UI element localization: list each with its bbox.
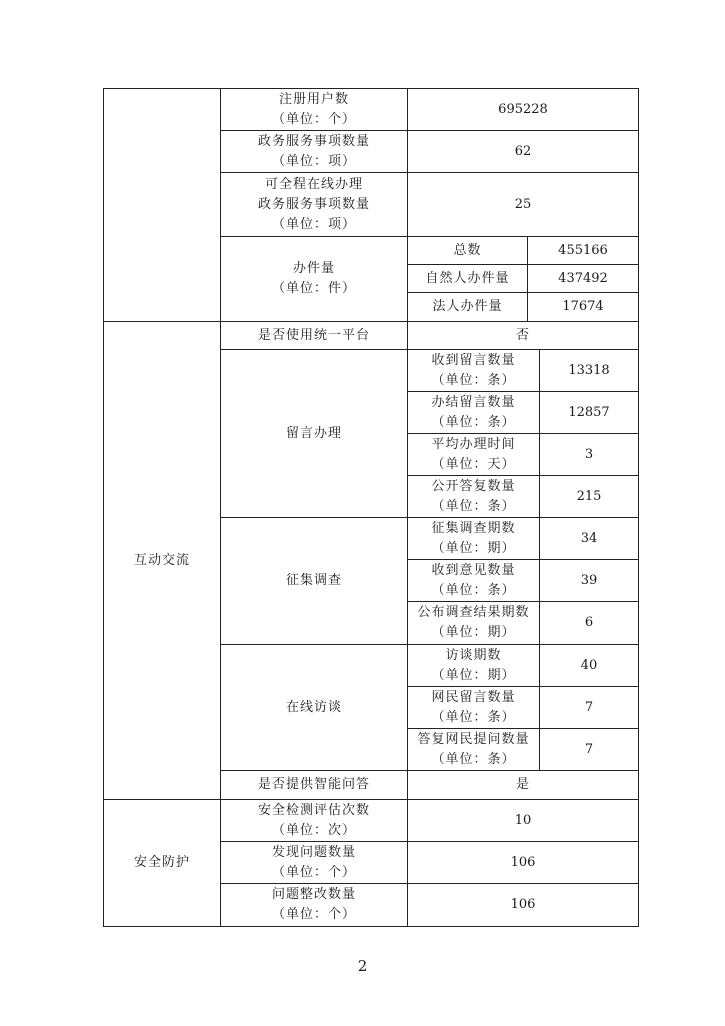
unit-text: （单位：天） xyxy=(431,456,516,472)
avg-time-value: 3 xyxy=(584,446,594,462)
received-msgs-value: 13318 xyxy=(568,362,610,378)
registered-users-value: 695228 xyxy=(498,101,548,117)
registered-users-label xyxy=(221,89,407,130)
handling-natural-value: 437492 xyxy=(558,270,608,286)
online-items-value: 25 xyxy=(514,196,532,212)
label-text: 问题整改数量 xyxy=(271,887,356,902)
label-text: 办件量 xyxy=(292,261,335,276)
received-msgs-label xyxy=(408,350,539,391)
unified-platform-value: 否 xyxy=(515,327,530,343)
issues-fixed-label xyxy=(221,884,407,926)
unit-text: （单位：条） xyxy=(431,751,516,767)
service-items-value: 62 xyxy=(514,143,532,159)
unit-text: （单位：期） xyxy=(431,540,516,556)
label-text: 平均办理时间 xyxy=(431,436,516,452)
issues-found-label xyxy=(221,842,407,883)
answers-value: 7 xyxy=(584,741,594,757)
label-text: 公开答复数量 xyxy=(431,478,516,494)
service-items-label xyxy=(221,131,407,172)
interview-label: 在线访谈 xyxy=(285,699,342,715)
unit-text: （单位：条） xyxy=(431,498,516,514)
unit-text: （单位：期） xyxy=(431,625,516,640)
label-text: 办结留言数量 xyxy=(431,394,516,410)
unit-text: （单位：条） xyxy=(431,372,516,388)
answers-label xyxy=(408,729,539,770)
opinions-label xyxy=(408,560,539,601)
smart-qa-label: 是否提供智能问答 xyxy=(257,777,370,792)
messages-label: 留言办理 xyxy=(285,425,342,441)
security-checks-label xyxy=(221,800,407,841)
survey-periods-value: 34 xyxy=(580,530,598,546)
table-rule xyxy=(103,926,639,927)
label-text: 政务服务事项数量 xyxy=(257,196,370,212)
handling-legal-label: 法人办件量 xyxy=(432,299,503,314)
public-replies-label xyxy=(408,476,539,517)
public-replies-value: 215 xyxy=(576,488,602,504)
unit-text: （单位：个） xyxy=(271,907,356,922)
label-text: 网民留言数量 xyxy=(431,689,516,705)
netizen-msgs-value: 7 xyxy=(584,699,594,715)
interview-periods-value: 40 xyxy=(580,657,598,673)
interview-periods-label xyxy=(408,645,539,686)
interaction-category: 互动交流 xyxy=(133,552,190,568)
handling-total-label: 总数 xyxy=(453,242,482,258)
unit-text: （单位：项） xyxy=(271,153,356,169)
label-text: 访谈期数 xyxy=(445,647,502,663)
avg-time-label xyxy=(408,434,539,475)
unit-text: （单位：项） xyxy=(271,216,356,232)
unit-text: （单位：个） xyxy=(271,864,356,880)
label-text: 答复网民提问数量 xyxy=(417,731,530,747)
label-text: 公布调查结果期数 xyxy=(417,605,530,620)
survey-label: 征集调查 xyxy=(285,573,342,588)
survey-results-value: 6 xyxy=(584,615,594,630)
label-text: 发现问题数量 xyxy=(271,844,356,860)
unit-text: （单位：个） xyxy=(271,111,356,127)
label-text: 收到意见数量 xyxy=(431,562,516,578)
smart-qa-value: 是 xyxy=(515,777,530,792)
unified-platform-label: 是否使用统一平台 xyxy=(257,327,370,343)
security-category: 安全防护 xyxy=(133,855,190,870)
security-checks-value: 10 xyxy=(514,812,532,828)
unit-text: （单位：条） xyxy=(431,414,516,430)
unit-text: （单位：件） xyxy=(271,281,356,296)
survey-results-label xyxy=(408,602,539,644)
resolved-msgs-value: 12857 xyxy=(568,404,610,420)
opinions-value: 39 xyxy=(580,572,598,588)
label-text: 安全检测评估次数 xyxy=(257,802,370,818)
page-number: 2 xyxy=(357,957,368,975)
table-rule xyxy=(638,88,639,927)
label-text: 政务服务事项数量 xyxy=(257,133,370,149)
unit-text: （单位：次） xyxy=(271,822,356,838)
handling-natural-label: 自然人办件量 xyxy=(425,270,510,286)
label-text: 注册用户数 xyxy=(278,91,349,107)
issues-found-value: 106 xyxy=(510,854,536,870)
label-text: 征集调查期数 xyxy=(431,520,516,536)
unit-text: （单位：条） xyxy=(431,582,516,598)
handling-label xyxy=(221,237,407,321)
handling-total-value: 455166 xyxy=(558,242,608,258)
resolved-msgs-label xyxy=(408,392,539,433)
unit-text: （单位：条） xyxy=(431,709,516,725)
unit-text: （单位：期） xyxy=(431,667,516,683)
issues-fixed-value: 106 xyxy=(510,897,536,912)
handling-legal-value: 17674 xyxy=(562,299,604,314)
label-text: 收到留言数量 xyxy=(431,352,516,368)
netizen-msgs-label xyxy=(408,687,539,728)
online-items-label xyxy=(221,173,407,236)
label-text: 可全程在线办理 xyxy=(264,176,363,192)
survey-periods-label xyxy=(408,518,539,559)
